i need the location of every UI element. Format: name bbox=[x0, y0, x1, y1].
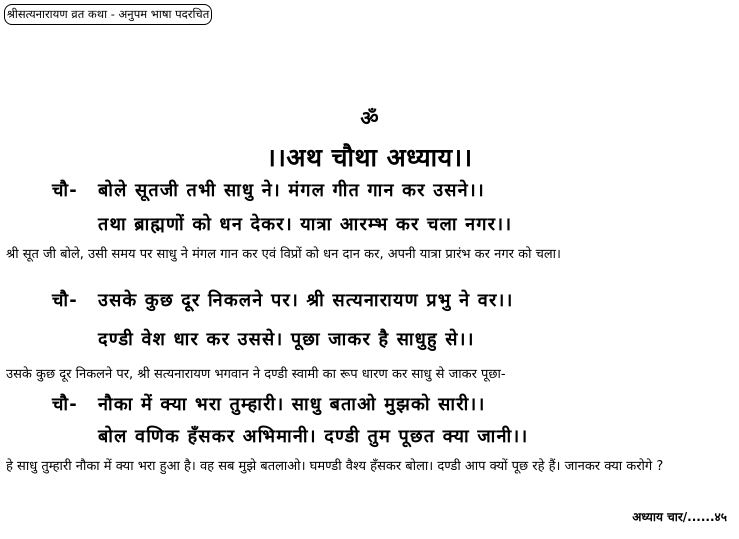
page-footer: अध्याय चार/......४५ bbox=[632, 510, 727, 524]
chapter-heading: ।।अथ चौथा अध्याय।। bbox=[266, 143, 473, 172]
verse-text: तथा ब्राह्मणों को धन देकर। यात्रा आरम्भ कर चला नगर।। bbox=[98, 214, 513, 235]
verse-label: चौ- bbox=[52, 290, 78, 311]
prose-paragraph: हे साधु तुम्हारी नौका में क्या भरा हुआ है। वह सब मुझे बतलाओ। घमण्डी वैश्य हँसकर बोला। दण्डी आप क्यों पूछ रहे हैं। जानकर क्या करोगे ? bbox=[6, 459, 664, 474]
verse-text: बोल वणिक हँसकर अभिमानी। दण्डी तुम पूछत क्या जानी।। bbox=[98, 426, 529, 447]
prose-paragraph: श्री सूत जी बोले, उसी समय पर साधु ने मंगल गान कर एवं विप्रों को धन दान कर, अपनी यात्रा प्रारंभ कर नगर को चला। bbox=[6, 247, 561, 262]
prose-paragraph: उसके कुछ दूर निकलने पर, श्री सत्यनारायण भगवान ने दण्डी स्वामी का रूप धारण कर साधु से जाकर पूछा- bbox=[6, 367, 506, 382]
verse-line bbox=[98, 328, 475, 352]
verse-text: बोले सूतजी तभी साधु ने। मंगल गीत गान कर उसने।। bbox=[98, 180, 485, 201]
verse-line bbox=[98, 213, 512, 237]
verse-line bbox=[52, 289, 514, 313]
verse-line bbox=[98, 425, 528, 449]
verse-label: चौ- bbox=[52, 180, 78, 201]
verse-line bbox=[52, 393, 485, 417]
om-symbol: ॐ bbox=[360, 106, 379, 130]
verse-label: चौ- bbox=[52, 394, 78, 415]
verse-text: नौका में क्या भरा तुम्हारी। साधु बताओ मुझको सारी।। bbox=[98, 394, 486, 415]
verse-line bbox=[52, 179, 485, 203]
verse-text: उसके कुछ दूर निकलने पर। श्री सत्यनारायण प्रभु ने वर।। bbox=[98, 290, 514, 311]
book-title-tag: श्रीसत्यनारायण व्रत कथा - अनुपम भाषा पदरचित bbox=[4, 4, 212, 25]
verse-text: दण्डी वेश धार कर उससे। पूछा जाकर है साधुहु से।। bbox=[98, 329, 475, 350]
